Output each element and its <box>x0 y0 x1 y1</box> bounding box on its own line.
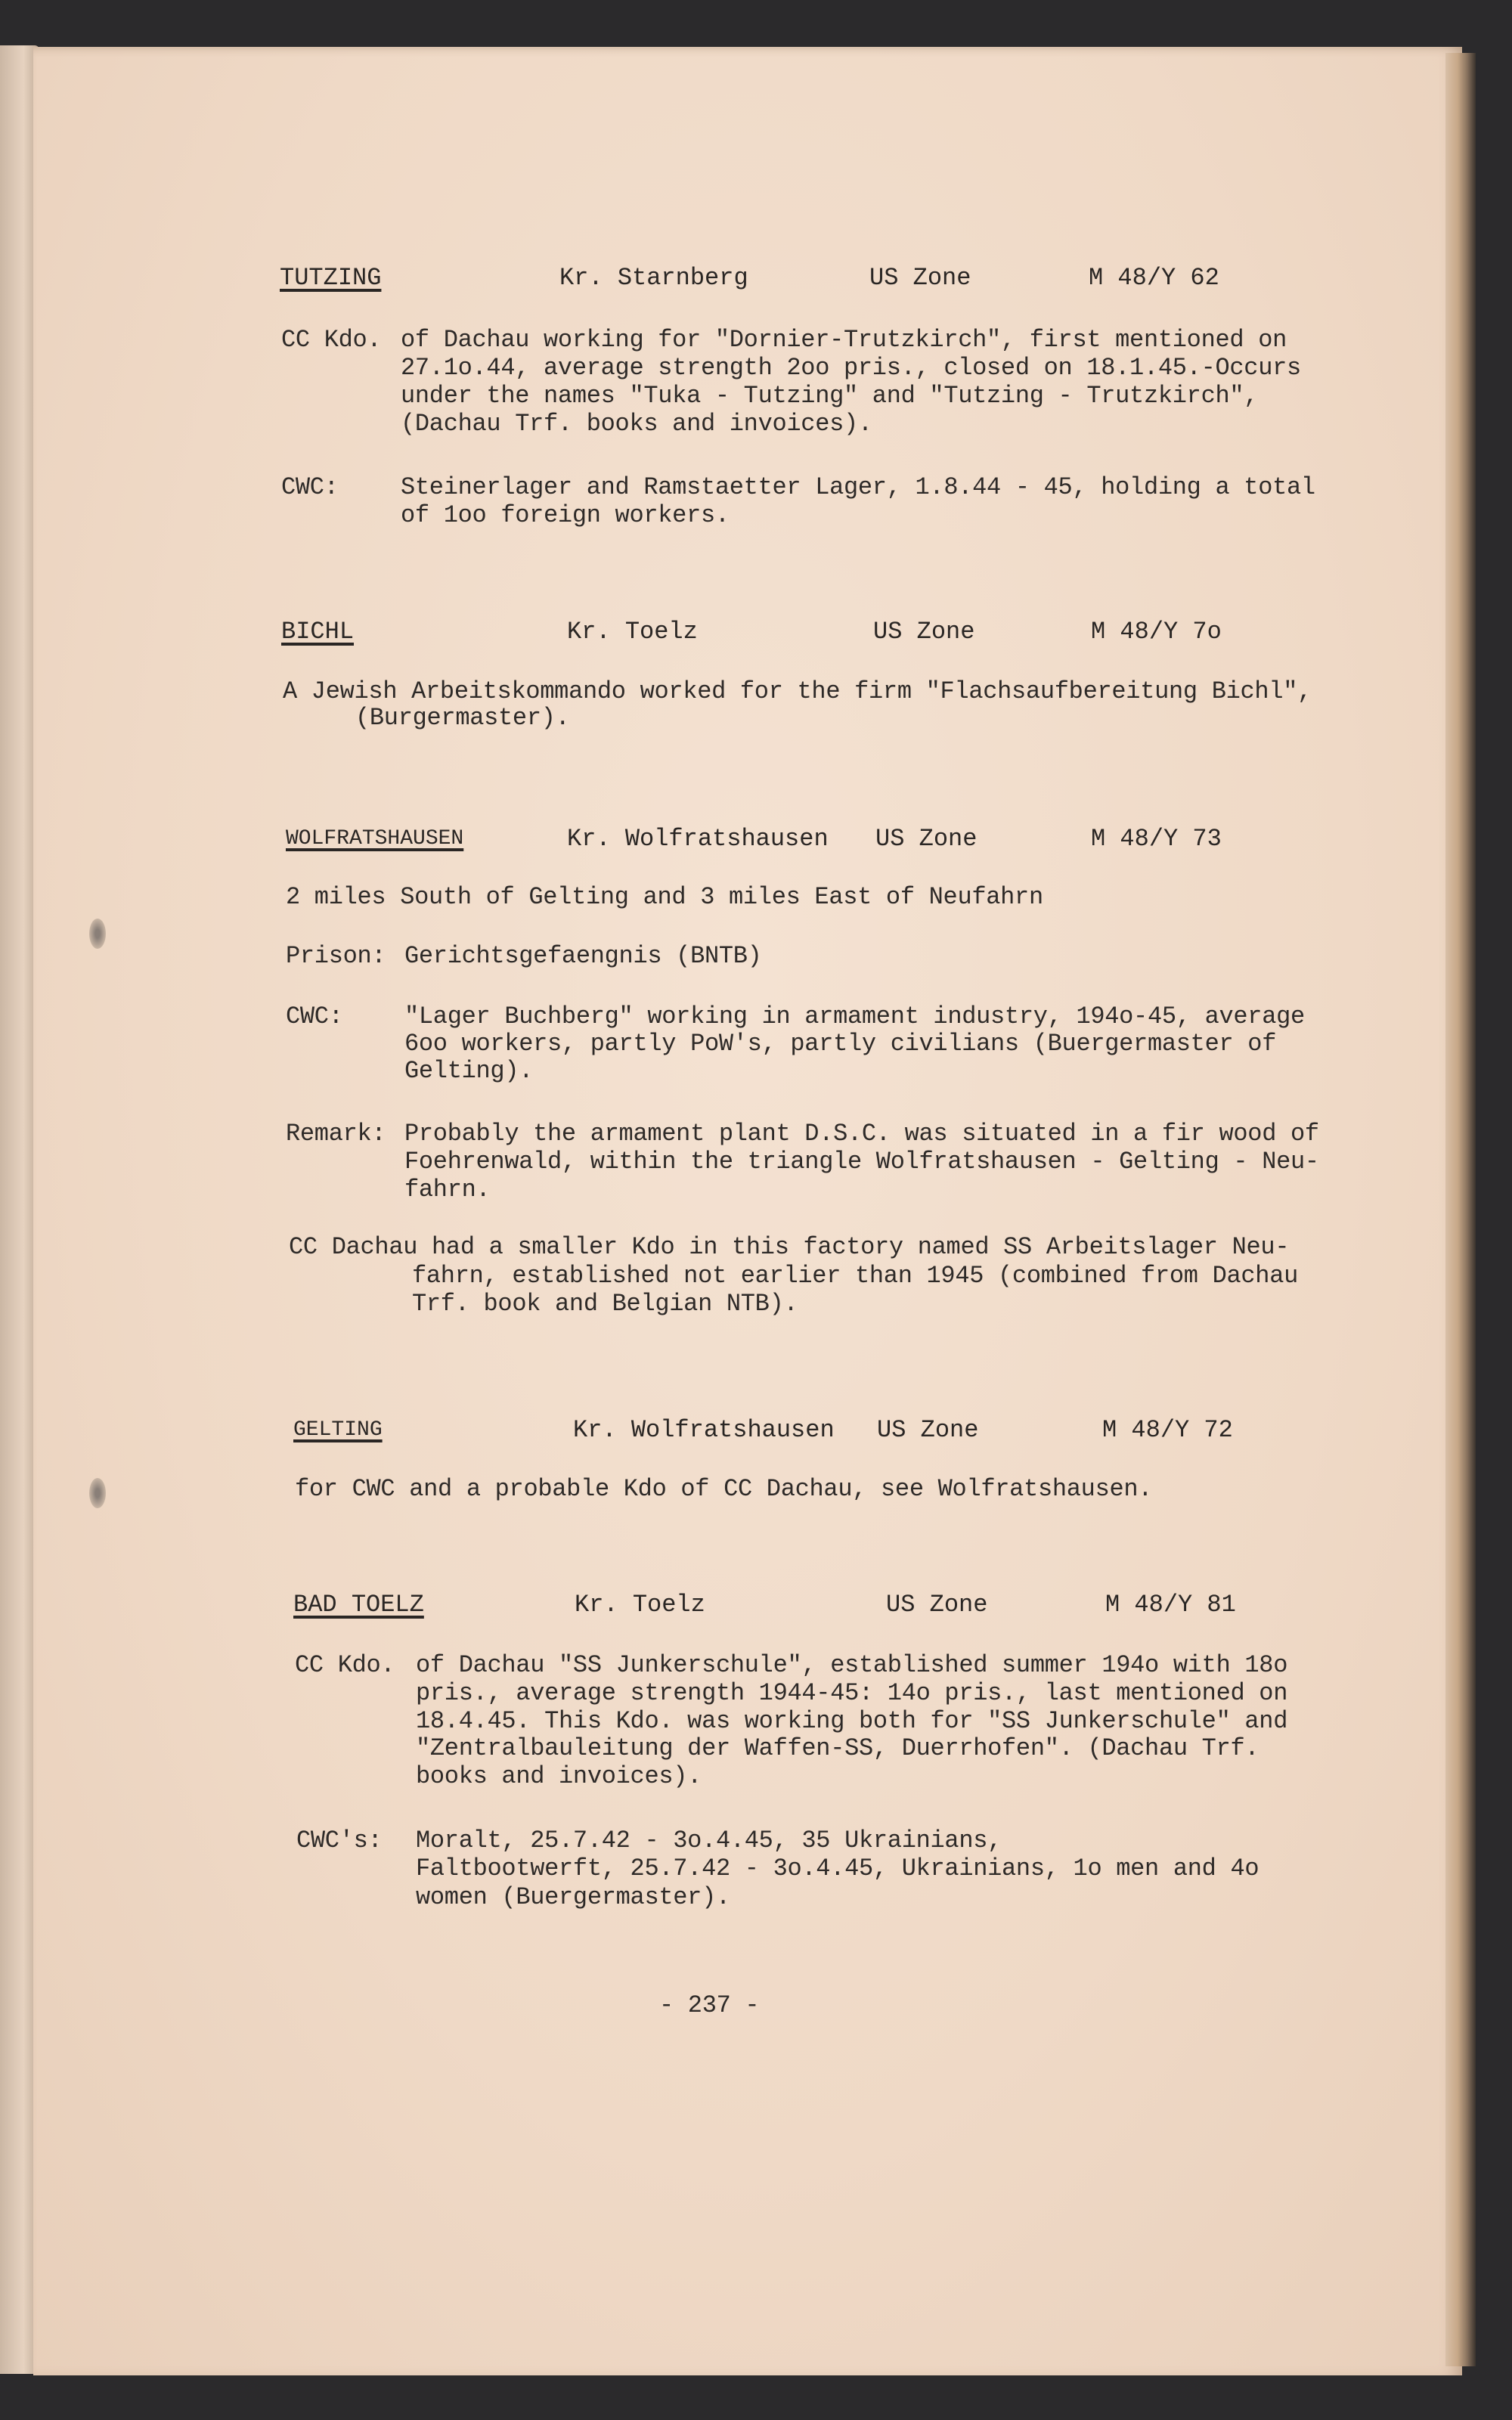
text-line: Gerichtsgefaengnis (BNTB) <box>404 942 762 970</box>
text-line: of Dachau working for "Dornier-Trutzkirch", first mentioned on <box>401 326 1287 354</box>
district: Kr. Wolfratshausen <box>573 1416 835 1444</box>
map-ref: M 48/Y 81 <box>1105 1591 1236 1619</box>
para-label: CWC's: <box>296 1827 383 1855</box>
district: Kr. Wolfratshausen <box>567 825 829 853</box>
place-name: GELTING <box>293 1418 383 1442</box>
text-line: 27.1o.44, average strength 2oo pris., closed on 18.1.45.-Occurs <box>401 354 1301 382</box>
text-line: "Lager Buchberg" working in armament industry, 194o-45, average <box>404 1002 1305 1030</box>
text-line: books and invoices). <box>416 1762 702 1790</box>
text-line: fahrn. <box>404 1176 491 1204</box>
text-line: Probably the armament plant D.S.C. was situated in a fir wood of <box>404 1120 1319 1148</box>
text-line: fahrn, established not earlier than 1945 (combined from Dachau <box>412 1262 1298 1290</box>
map-ref: M 48/Y 7o <box>1091 618 1222 646</box>
text-line: Foehrenwald, within the triangle Wolfratshausen - Gelting - Neu- <box>404 1148 1319 1176</box>
place-name: BICHL <box>281 618 355 646</box>
text-line: for CWC and a probable Kdo of CC Dachau, see Wolfratshausen. <box>295 1475 1153 1503</box>
text-line: under the names "Tuka - Tutzing" and "Tutzing - Trutzkirch", <box>401 382 1259 410</box>
binding-hole <box>89 1478 106 1508</box>
text-line: "Zentralbauleitung der Waffen-SS, Duerrhofen". (Dachau Trf. <box>416 1734 1259 1762</box>
para-label: CC Kdo. <box>281 326 382 354</box>
map-ref: M 48/Y 73 <box>1091 825 1222 853</box>
text-line: CC Dachau had a smaller Kdo in this factory named SS Arbeitslager Neu- <box>289 1233 1290 1261</box>
district: Kr. Toelz <box>575 1591 705 1619</box>
zone: US Zone <box>873 618 975 646</box>
text-line: Steinerlager and Ramstaetter Lager, 1.8.44 - 45, holding a total <box>401 473 1315 501</box>
text-line: A Jewish Arbeitskommando worked for the firm "Flachsaufbereitung Bichl", <box>283 677 1312 705</box>
district: Kr. Toelz <box>567 618 698 646</box>
place-name: BAD TOELZ <box>293 1591 424 1619</box>
text-line: of Dachau "SS Junkerschule", established summer 194o with 18o <box>416 1651 1288 1679</box>
text-line: (Dachau Trf. books and invoices). <box>401 410 872 438</box>
zone: US Zone <box>877 1416 979 1444</box>
text-line: Faltbootwerft, 25.7.42 - 3o.4.45, Ukrainians, 1o men and 4o <box>416 1855 1259 1882</box>
place-name: TUTZING <box>280 264 382 292</box>
map-ref: M 48/Y 62 <box>1089 264 1219 292</box>
map-ref: M 48/Y 72 <box>1102 1416 1233 1444</box>
text-line: (Burgermaster). <box>355 704 570 732</box>
zone: US Zone <box>875 825 978 853</box>
para-label: Remark: <box>286 1120 386 1148</box>
zone: US Zone <box>886 1591 988 1619</box>
text-line: pris., average strength 1944-45: 14o pris., last mentioned on <box>416 1679 1288 1707</box>
para-label: CC Kdo. <box>295 1651 395 1679</box>
district: Kr. Starnberg <box>559 264 748 292</box>
place-name: WOLFRATSHAUSEN <box>286 827 464 851</box>
text-line: Gelting). <box>404 1057 534 1085</box>
text-line: 2 miles South of Gelting and 3 miles East of Neufahrn <box>286 883 1043 911</box>
text-line: Trf. book and Belgian NTB). <box>412 1290 798 1318</box>
text-line: 18.4.45. This Kdo. was working both for "SS Junkerschule" and <box>416 1707 1288 1735</box>
para-label: CWC: <box>286 1002 343 1030</box>
text-line: Moralt, 25.7.42 - 3o.4.45, 35 Ukrainians, <box>416 1827 1002 1855</box>
para-label: CWC: <box>281 473 339 501</box>
page-number: - 237 - <box>659 1991 760 2019</box>
binding-hole <box>89 919 106 949</box>
para-label: Prison: <box>286 942 386 970</box>
text-line: 6oo workers, partly PoW's, partly civilians (Buergermaster of <box>404 1030 1277 1058</box>
text-line: of 1oo foreign workers. <box>401 501 730 529</box>
text-line: women (Buergermaster). <box>416 1883 730 1911</box>
page-stack-edge <box>1445 53 1476 2366</box>
zone: US Zone <box>869 264 971 292</box>
